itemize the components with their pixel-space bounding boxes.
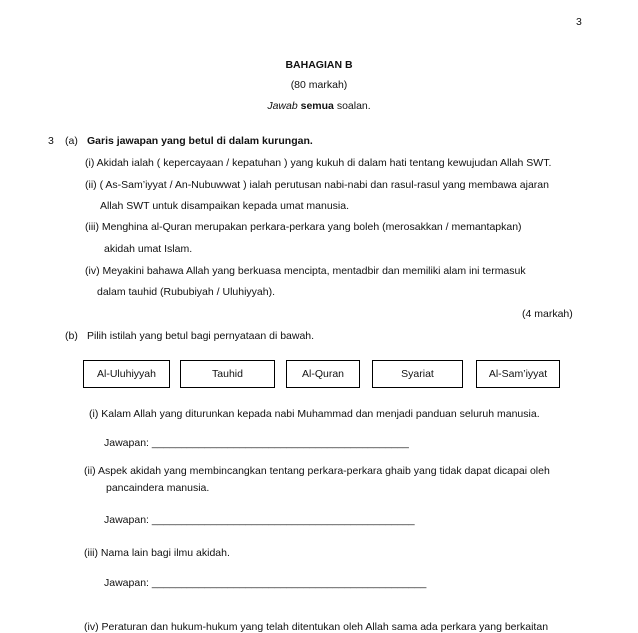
part-a-label: (a): [65, 135, 78, 147]
term-box-tauhid: Tauhid: [180, 360, 275, 388]
part-b-item-1: (i) Kalam Allah yang diturunkan kepada nabi Muhammad dan menjadi panduan seluruh manusia.: [89, 408, 540, 420]
instruction-italic: Jawab: [267, 100, 298, 112]
part-a-item-3-cont: akidah umat Islam.: [104, 243, 193, 255]
instruction-bold: semua: [300, 100, 334, 112]
part-a-item-4-cont: dalam tauhid (Rububiyah / Uluhiyyah).: [97, 286, 276, 298]
part-a-marks: (4 markah): [522, 308, 573, 320]
term-box-al-samiyyat: Al-Sam’iyyat: [476, 360, 560, 388]
part-a-item-2-cont: Allah SWT untuk disampaikan kepada umat manusia.: [100, 200, 350, 212]
section-instruction: [0, 100, 638, 112]
part-b-item-4: (iv) Peraturan dan hukum-hukum yang telah ditentukan oleh Allah sama ada perkara yang berkaitan: [84, 621, 549, 633]
question-number: 3: [48, 135, 54, 147]
part-b-item-2-cont: pancaindera manusia.: [106, 482, 210, 494]
answer-line-1: Jawapan: ____________________________________________: [104, 437, 409, 449]
section-marks: (80 markah): [290, 79, 348, 91]
answer-line-3: Jawapan: _______________________________________________: [104, 577, 427, 589]
part-a-item-2: (ii) ( As-Sam’iyyat / An-Nubuwwat ) ialah perutusan nabi-nabi dan rasul-rasul yang membawa ajaran: [85, 179, 549, 191]
part-b-title: Pilih istilah yang betul bagi pernyataan di bawah.: [87, 330, 315, 342]
part-b-label: (b): [65, 330, 78, 342]
part-a-title: Garis jawapan yang betul di dalam kurungan.: [87, 135, 313, 147]
term-box-al-quran: Al-Quran: [286, 360, 360, 388]
part-b-item-2: (ii) Aspek akidah yang membincangkan tentang perkara-perkara ghaib yang tidak dapat dicapai oleh: [84, 465, 550, 477]
section-title: BAHAGIAN B: [285, 59, 353, 71]
instruction-rest: soalan.: [336, 100, 371, 112]
term-box-syariat: Syariat: [372, 360, 463, 388]
part-a-item-4: (iv) Meyakini bahawa Allah yang berkuasa mencipta, mentadbir dan memiliki alam ini termasuk: [85, 265, 526, 277]
answer-line-2: Jawapan: _____________________________________________: [104, 514, 415, 526]
term-box-al-uluhiyyah: Al-Uluhiyyah: [83, 360, 170, 388]
part-a-item-1: (i) Akidah ialah ( kepercayaan / kepatuhan ) yang kukuh di dalam hati tentang kewujudan Allah SWT.: [85, 157, 552, 169]
part-a-item-3: (iii) Menghina al-Quran merupakan perkara-perkara yang boleh (merosakkan / memantapkan): [85, 221, 522, 233]
page-number: 3: [576, 16, 582, 28]
part-b-item-3: (iii) Nama lain bagi ilmu akidah.: [84, 547, 230, 559]
